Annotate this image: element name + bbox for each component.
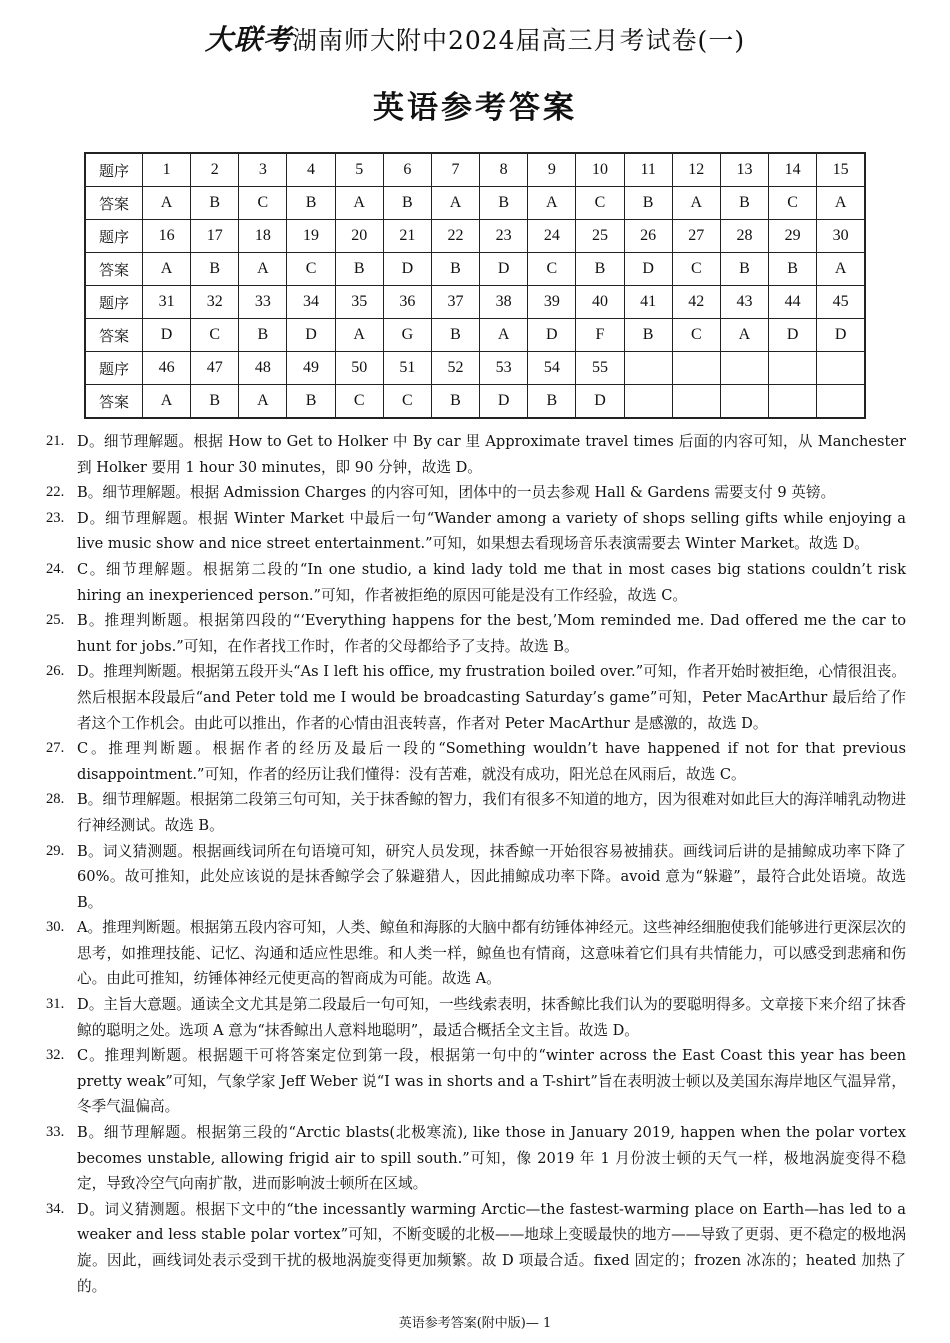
question-number: 31. (46, 996, 65, 1013)
answer-cell: D (287, 319, 335, 352)
explanation-text: C。推理判断题。根据作者的经历及最后一段的“Something wouldn’t have happened if not for that previous disappointment.”可知，作者的经历让我们懂得：没有苦难，就没有成功，阳光总在风雨后，故选 C。 (77, 740, 906, 783)
question-number-cell: 38 (480, 286, 528, 319)
answer-cell: F (576, 319, 624, 352)
question-number-row (85, 286, 865, 319)
question-number-cell: 45 (817, 286, 865, 319)
question-number-cell: 32 (191, 286, 239, 319)
question-number-cell: 8 (480, 153, 528, 187)
answer-cell: A (480, 319, 528, 352)
question-number-cell: 50 (335, 352, 383, 385)
explanation-text: B。推理判断题。根据第四段的“‘Everything happens for the best,’Mom reminded me. Dad offered me the car to hunt for jobs.”可知，在作者找工作时，作者的父母都给予了支持。故选 B。 (77, 612, 906, 655)
answer-cell: A (335, 319, 383, 352)
explanation-list (46, 429, 906, 1299)
question-number: 29. (46, 842, 65, 859)
answer-cell: A (817, 253, 865, 286)
question-number-row (85, 220, 865, 253)
question-number-cell: 24 (528, 220, 576, 253)
question-number: 33. (46, 1124, 65, 1141)
question-number-cell: 39 (528, 286, 576, 319)
question-number-cell: 14 (769, 153, 817, 187)
answer-cell: A (528, 187, 576, 220)
answer-cell: C (576, 187, 624, 220)
answer-cell (817, 385, 865, 419)
explanation-text: B。细节理解题。根据第三段的“Arctic blasts(北极寒流), like those in January 2019, happen when the polar vortex becomes unstable, allowing frigid air to spill south.”可知，像 2019 年 1 月份波士顿的天气一样，极地涡旋变得不稳定，导致冷空气向南扩散，进而影响波士顿所在区域。 (77, 1124, 906, 1193)
row-label: 答案 (85, 253, 143, 286)
answer-cell: B (528, 385, 576, 419)
explanation-item (46, 608, 906, 659)
question-number-cell: 42 (672, 286, 720, 319)
explanation-item (46, 506, 906, 557)
answer-cell: A (431, 187, 479, 220)
answer-row (85, 319, 865, 352)
explanation-item (46, 557, 906, 608)
answer-cell: B (191, 253, 239, 286)
answer-cell: D (817, 319, 865, 352)
question-number-cell: 46 (143, 352, 191, 385)
question-number-cell: 49 (287, 352, 335, 385)
question-number-cell: 41 (624, 286, 672, 319)
answer-cell: D (143, 319, 191, 352)
explanation-item (46, 659, 906, 736)
answer-cell: C (528, 253, 576, 286)
question-number-cell: 44 (769, 286, 817, 319)
question-number: 22. (46, 484, 65, 501)
question-number-cell (720, 352, 768, 385)
question-number-row (85, 352, 865, 385)
question-number-cell: 31 (143, 286, 191, 319)
question-number-cell: 52 (431, 352, 479, 385)
question-number-cell: 27 (672, 220, 720, 253)
question-number: 27. (46, 740, 65, 757)
question-number-cell: 20 (335, 220, 383, 253)
answer-cell: A (335, 187, 383, 220)
question-number-cell: 29 (769, 220, 817, 253)
question-number-cell: 55 (576, 352, 624, 385)
answer-cell: D (480, 385, 528, 419)
question-number-cell: 11 (624, 153, 672, 187)
question-number-cell: 28 (720, 220, 768, 253)
answer-cell: D (769, 319, 817, 352)
question-number: 25. (46, 612, 65, 629)
answer-cell: C (672, 253, 720, 286)
explanation-text: B。细节理解题。根据 Admission Charges 的内容可知，团体中的一员去参观 Hall & Gardens 需要支付 9 英镑。 (77, 484, 836, 502)
answer-cell: B (624, 187, 672, 220)
question-number-cell: 10 (576, 153, 624, 187)
answer-cell: B (287, 385, 335, 419)
answer-cell: G (383, 319, 431, 352)
answer-row (85, 187, 865, 220)
question-number-cell: 26 (624, 220, 672, 253)
answer-cell: A (143, 385, 191, 419)
answer-cell: D (383, 253, 431, 286)
answer-cell: B (720, 187, 768, 220)
question-number-cell (817, 352, 865, 385)
explanation-item (46, 915, 906, 992)
question-number-cell: 54 (528, 352, 576, 385)
question-number-cell: 1 (143, 153, 191, 187)
answer-row (85, 385, 865, 419)
question-number-cell (672, 352, 720, 385)
explanation-item (46, 839, 906, 916)
question-number-cell: 21 (383, 220, 431, 253)
explanation-item (46, 992, 906, 1043)
row-label: 题序 (85, 220, 143, 253)
answer-cell: D (480, 253, 528, 286)
answer-cell: B (624, 319, 672, 352)
question-number-cell: 43 (720, 286, 768, 319)
answer-cell: D (528, 319, 576, 352)
answer-cell: A (720, 319, 768, 352)
explanation-text: B。细节理解题。根据第二段第三句可知，关于抹香鲸的智力，我们有很多不知道的地方，因为很难对如此巨大的海洋哺乳动物进行神经测试。故选 B。 (77, 791, 906, 834)
question-number-cell: 51 (383, 352, 431, 385)
answer-cell: D (576, 385, 624, 419)
question-number-cell: 16 (143, 220, 191, 253)
answer-cell (624, 385, 672, 419)
question-number-cell: 19 (287, 220, 335, 253)
question-number-cell: 53 (480, 352, 528, 385)
question-number-cell: 17 (191, 220, 239, 253)
answer-cell: C (287, 253, 335, 286)
answer-cell: B (720, 253, 768, 286)
question-number-cell: 13 (720, 153, 768, 187)
row-label: 答案 (85, 187, 143, 220)
question-number: 21. (46, 433, 65, 449)
answer-cell: A (239, 253, 287, 286)
answer-cell: B (480, 187, 528, 220)
explanation-item (46, 1197, 906, 1299)
question-number: 32. (46, 1047, 65, 1064)
answer-cell: B (431, 253, 479, 286)
answer-cell: A (817, 187, 865, 220)
answer-cell: B (191, 187, 239, 220)
answer-cell: B (335, 253, 383, 286)
question-number-cell: 6 (383, 153, 431, 187)
question-number-row (85, 153, 865, 187)
answer-cell: B (239, 319, 287, 352)
question-number-cell: 2 (191, 153, 239, 187)
explanation-text: D。词义猜测题。根据下文中的“the incessantly warming Arctic—the fastest-warming place on Earth—has led to a weaker and less stable polar vortex”可知，不断变暖的北极——地球上变暖最快的地方——导致了更弱、更不稳定的极地涡旋。因此，画线词处表示受到干扰的极地涡旋变得更加频繁。故 D 项最合适。fixed 固定的；frozen 冰冻的；heated 加热了的。 (77, 1200, 906, 1295)
question-number-cell: 22 (431, 220, 479, 253)
explanation-text: D。细节理解题。根据 Winter Market 中最后一句“Wander among a variety of shops selling gifts while enjoying a live music show and nice street entertainment.”可知，如果想去看现场音乐表演需要去 Winter Market。故选 D。 (77, 509, 906, 553)
explanation-item (46, 736, 906, 787)
answer-row (85, 253, 865, 286)
question-number-cell: 35 (335, 286, 383, 319)
document-title: 英语参考答案 (373, 90, 577, 126)
explanation-text: C。推理判断题。根据题干可将答案定位到第一段，根据第一句中的“winter across the East Coast this year has been pretty weak”可知，气象学家 Jeff Weber 说“I was in shorts and a T-shirt”旨在表明波士顿以及美国东海岸地区气温异常，冬季气温偏高。 (77, 1047, 906, 1116)
explanation-text: B。词义猜测题。根据画线词所在句语境可知，研究人员发现，抹香鲸一开始很容易被捕获。画线词后讲的是捕鲸成功率下降了 60%。故可推知，此处应该说的是抹香鲸学会了躲避猎人，因此捕鲸成功率下降。avoid 意为“躲避”，最符合此处语境。故选 B。 (77, 842, 906, 911)
answer-cell: B (287, 187, 335, 220)
answer-cell: B (431, 385, 479, 419)
answer-cell: B (576, 253, 624, 286)
row-label: 答案 (85, 385, 143, 419)
question-number-cell: 9 (528, 153, 576, 187)
explanation-text: D。推理判断题。根据第五段开头“As I left his office, my frustration boiled over.”可知，作者开始时被拒绝，心情很沮丧。然后根据本段最后“and Peter told me I would be broadcasting Saturday’s game”可知，Peter MacArthur 最后给了作者这个工作机会。由此可以推出，作者的心情由沮丧转喜，作者对 Peter MacArthur 是感激的，故选 D。 (77, 663, 906, 732)
question-number-cell: 33 (239, 286, 287, 319)
answer-cell: C (383, 385, 431, 419)
answer-cell: A (672, 187, 720, 220)
answer-cell (720, 385, 768, 419)
question-number: 23. (46, 509, 65, 526)
question-number-cell: 34 (287, 286, 335, 319)
answer-cell: A (143, 187, 191, 220)
question-number-cell: 7 (431, 153, 479, 187)
answer-cell (769, 385, 817, 419)
question-number-cell: 30 (817, 220, 865, 253)
row-label: 答案 (85, 319, 143, 352)
question-number: 28. (46, 791, 65, 808)
question-number-cell: 40 (576, 286, 624, 319)
brand-logo-text: 大联考 (204, 23, 292, 56)
question-number: 24. (46, 560, 65, 577)
answer-key-table (84, 152, 866, 419)
page-footer: 英语参考答案(附中版)— 1 (398, 1316, 552, 1331)
explanation-item (46, 480, 906, 506)
question-number-cell (624, 352, 672, 385)
question-number-cell: 5 (335, 153, 383, 187)
exam-name: 湖南师大附中2024届高三月考试卷(一) (291, 26, 746, 55)
question-number-cell: 12 (672, 153, 720, 187)
row-label: 题序 (85, 286, 143, 319)
answer-cell: D (624, 253, 672, 286)
question-number-cell: 15 (817, 153, 865, 187)
explanation-text: D。主旨大意题。通读全文尤其是第二段最后一句可知，一些线索表明，抹香鲸比我们认为的要聪明得多。文章接下来介绍了抹香鲸的聪明之处。选项 A 意为“抹香鲸出人意料地聪明”，最适合概括全文主旨。故选 D。 (77, 996, 906, 1039)
answer-cell: C (239, 187, 287, 220)
question-number-cell: 23 (480, 220, 528, 253)
answer-cell: A (143, 253, 191, 286)
explanation-text: D。细节理解题。根据 How to Get to Holker 中 By car 里 Approximate travel times 后面的内容可知，从 Manchester 到 Holker 要用 1 hour 30 minutes，即 90 分钟，故选 D。 (77, 433, 906, 476)
question-number-cell: 18 (239, 220, 287, 253)
question-number-cell: 47 (191, 352, 239, 385)
question-number: 34. (46, 1200, 65, 1217)
answer-cell: B (383, 187, 431, 220)
row-label: 题序 (85, 153, 143, 187)
answer-cell: A (239, 385, 287, 419)
question-number-cell: 48 (239, 352, 287, 385)
explanation-item (46, 787, 906, 838)
answer-cell: B (431, 319, 479, 352)
exam-header (0, 18, 950, 58)
answer-cell: C (672, 319, 720, 352)
answer-cell: C (769, 187, 817, 220)
explanation-item (46, 1120, 906, 1197)
answer-cell: C (335, 385, 383, 419)
answer-cell: B (191, 385, 239, 419)
row-label: 题序 (85, 352, 143, 385)
answer-cell (672, 385, 720, 419)
explanation-text: C。细节理解题。根据第二段的“In one studio, a kind lady told me that in most cases big stations couldn’t risk hiring an inexperienced person.”可知，作者被拒绝的原因可能是没有工作经验，故选 C。 (77, 560, 906, 604)
question-number-cell: 37 (431, 286, 479, 319)
question-number: 26. (46, 663, 65, 680)
explanation-item (46, 1043, 906, 1120)
question-number-cell: 3 (239, 153, 287, 187)
explanation-text: A。推理判断题。根据第五段内容可知，人类、鲸鱼和海豚的大脑中都有纺锤体神经元。这些神经细胞使我们能够进行更深层次的思考，如推理技能、记忆、沟通和适应性思维。和人类一样，鲸鱼也有情商，这意味着它们具有共情能力，可以感受到悲痛和伤心。由此可推知，纺锤体神经元使更高的智商成为可能。故选 A。 (77, 919, 906, 988)
question-number: 30. (46, 919, 65, 936)
question-number-cell (769, 352, 817, 385)
question-number-cell: 36 (383, 286, 431, 319)
question-number-cell: 25 (576, 220, 624, 253)
answer-cell: B (769, 253, 817, 286)
question-number-cell: 4 (287, 153, 335, 187)
explanation-item (46, 429, 906, 480)
answer-cell: C (191, 319, 239, 352)
